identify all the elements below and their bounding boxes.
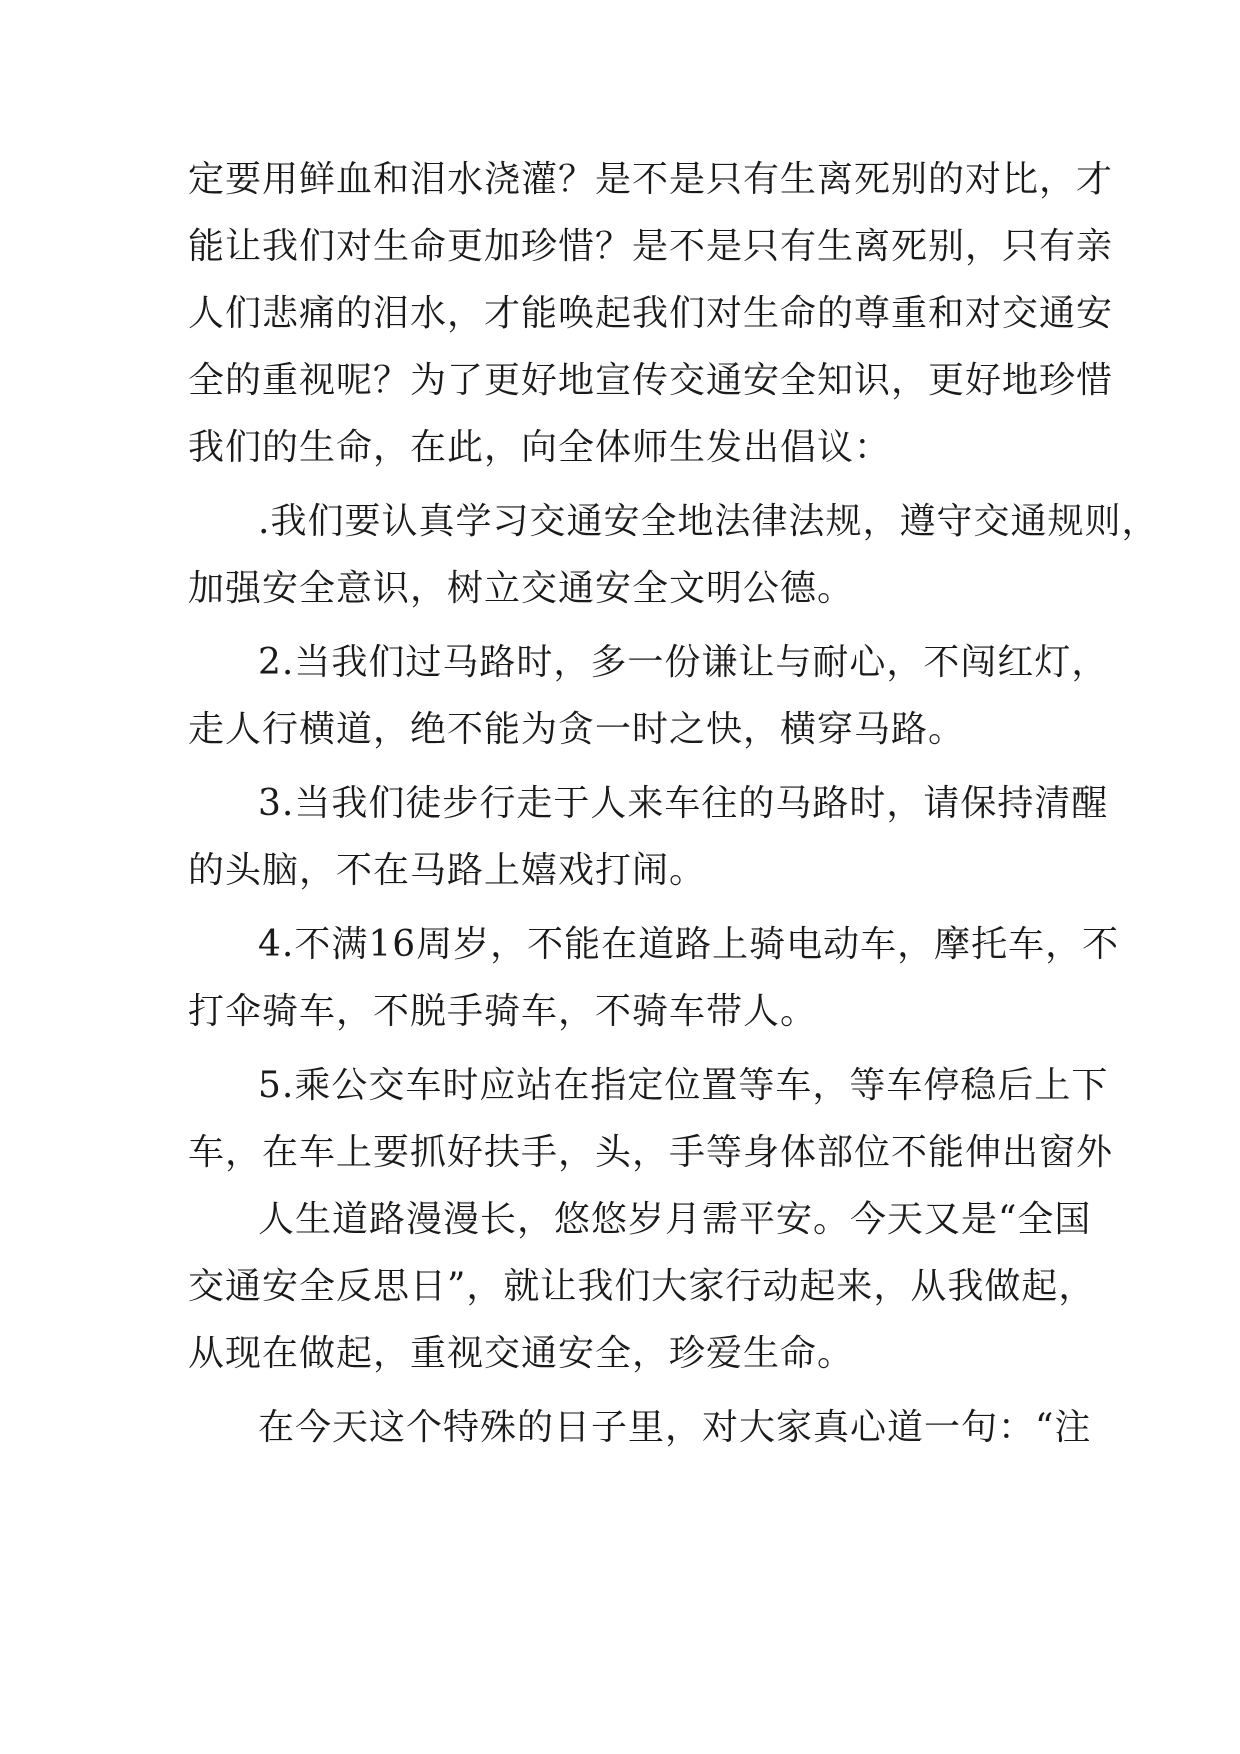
text-line: 人们悲痛的泪水，才能唤起我们对生命的尊重和对交通安 [188, 293, 1114, 334]
text-line: 加强安全意识，树立交通安全文明公德。 [188, 568, 855, 609]
text-line: 在今天这个特殊的日子里，对大家真心道一句：“注 [258, 1407, 1092, 1448]
text-line: 从现在做起，重视交通安全，珍爱生命。 [188, 1333, 855, 1374]
text-line: .我们要认真学习交通安全地法律法规，遵守交通规则， [258, 501, 1159, 542]
text-line: 人生道路漫漫长，悠悠岁月需平安。今天又是“全国 [258, 1199, 1092, 1240]
text-line: 4.不满16周岁，不能在道路上骑电动车，摩托车，不 [258, 924, 1120, 965]
text-line: 3.当我们徒步行走于人来车往的马路时，请保持清醒 [258, 783, 1109, 824]
text-line: 2.当我们过马路时，多一份谦让与耐心，不闯红灯， [258, 642, 1109, 683]
text-line: 打伞骑车，不脱手骑车，不骑车带人。 [188, 991, 818, 1032]
text-line: 走人行横道，绝不能为贪一时之快，横穿马路。 [188, 709, 966, 750]
text-line: 交通安全反思日”，就让我们大家行动起来，从我做起， [188, 1266, 1096, 1307]
text-line: 全的重视呢？为了更好地宣传交通安全知识，更好地珍惜 [188, 360, 1114, 401]
text-line: 的头脑，不在马路上嬉戏打闹。 [188, 850, 707, 891]
text-line: 车，在车上要抓好扶手，头，手等身体部位不能伸出窗外 [188, 1132, 1114, 1173]
text-line: 5.乘公交车时应站在指定位置等车，等车停稳后上下 [258, 1065, 1109, 1106]
text-line: 能让我们对生命更加珍惜？是不是只有生离死别，只有亲 [188, 226, 1114, 267]
text-line: 定要用鲜血和泪水浇灌？是不是只有生离死别的对比，才 [188, 159, 1114, 200]
text-line: 我们的生命，在此，向全体师生发出倡议： [188, 427, 892, 468]
